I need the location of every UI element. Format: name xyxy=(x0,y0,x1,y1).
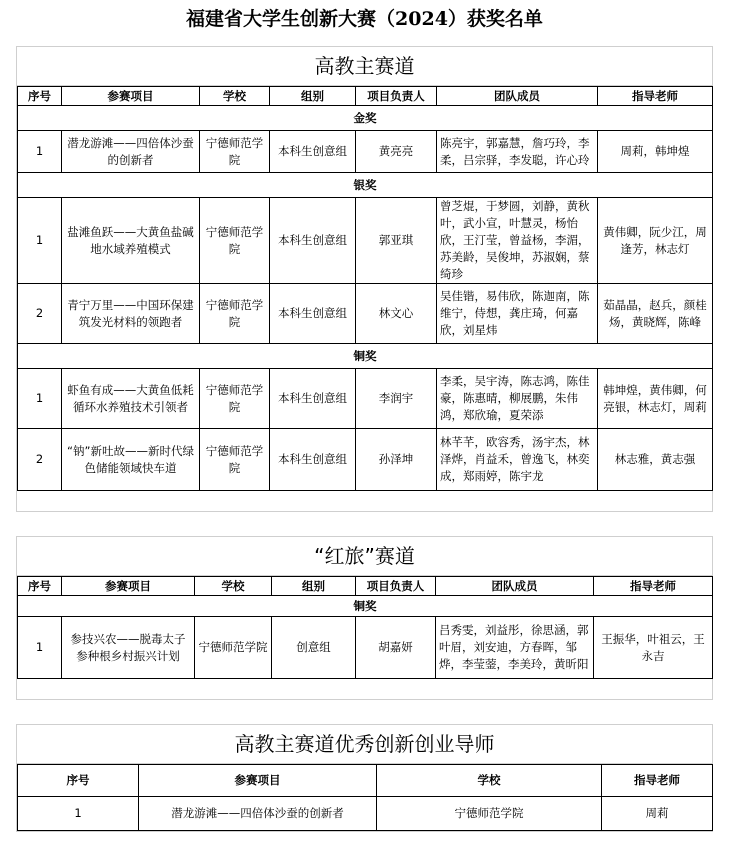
header-school: 学校 xyxy=(195,577,272,596)
header-no: 序号 xyxy=(18,87,62,106)
cell-project: 盐滩鱼跃——大黄鱼盐碱地水域养殖模式 xyxy=(62,198,200,284)
cell-project: 参技兴农——脱毒太子参种根乡村振兴计划 xyxy=(62,617,195,679)
mentor-title: 高教主赛道优秀创新创业导师 xyxy=(17,725,712,764)
award-row-gold xyxy=(18,106,713,131)
cell-school: 宁德师范学院 xyxy=(200,369,270,429)
cell-leader: 胡嘉妍 xyxy=(356,617,436,679)
cell-group: 本科生创意组 xyxy=(270,131,356,173)
table-row xyxy=(18,198,713,284)
cell-advisors: 黄伟卿，阮少江，周逢芳，林志灯 xyxy=(598,198,713,284)
cell-project: 青宁万里——中国环保建筑发光材料的领跑者 xyxy=(62,284,200,344)
cell-project: 虾鱼有成——大黄鱼低耗循环水养殖技术引领者 xyxy=(62,369,200,429)
page-title: 福建省大学生创新大赛（2024）获奖名单 xyxy=(186,8,543,30)
mentor-table xyxy=(17,764,713,831)
table-row xyxy=(18,429,713,491)
cell-group: 本科生创意组 xyxy=(270,369,356,429)
cell-leader: 黄亮亮 xyxy=(356,131,437,173)
header-leader: 项目负责人 xyxy=(356,577,436,596)
table-row xyxy=(18,797,713,831)
award-row-bronze xyxy=(18,596,713,617)
track-red-table xyxy=(17,576,713,679)
track-red-block xyxy=(16,536,713,700)
cell-school: 宁德师范学院 xyxy=(200,198,270,284)
header-no: 序号 xyxy=(18,765,139,797)
cell-no: 2 xyxy=(18,429,62,491)
track-main-title: 高教主赛道 xyxy=(17,47,712,86)
cell-project: 潜龙游滩——四倍体沙蚕的创新者 xyxy=(62,131,200,173)
header-group: 组别 xyxy=(270,87,356,106)
cell-members: 曾芝焜，于梦圆，刘静，黄秋叶，武小宣，叶慧灵，杨怡欣，王汀莹，曾益杨，李湄，苏美龄，吴俊坤，苏淑娴，蔡绮珍 xyxy=(437,198,598,284)
table-header-row xyxy=(18,765,713,797)
header-no: 序号 xyxy=(18,577,62,596)
track-red-title: “红旅”赛道 xyxy=(17,537,712,576)
header-advisor: 指导老师 xyxy=(602,765,713,797)
award-label-silver: 银奖 xyxy=(18,173,713,198)
header-advisors: 指导老师 xyxy=(598,87,713,106)
header-project: 参赛项目 xyxy=(62,577,195,596)
cell-no: 1 xyxy=(18,131,62,173)
cell-no: 1 xyxy=(18,198,62,284)
cell-project: 潜龙游滩——四倍体沙蚕的创新者 xyxy=(139,797,377,831)
award-row-bronze xyxy=(18,344,713,369)
header-leader: 项目负责人 xyxy=(356,87,437,106)
cell-school: 宁德师范学院 xyxy=(200,284,270,344)
cell-no: 1 xyxy=(18,369,62,429)
header-project: 参赛项目 xyxy=(139,765,377,797)
table-header-row xyxy=(18,87,713,106)
cell-advisor: 周莉 xyxy=(602,797,713,831)
cell-school: 宁德师范学院 xyxy=(377,797,602,831)
cell-no: 1 xyxy=(18,797,139,831)
cell-school: 宁德师范学院 xyxy=(200,131,270,173)
header-school: 学校 xyxy=(200,87,270,106)
table-row xyxy=(18,131,713,173)
table-row xyxy=(18,617,713,679)
cell-advisors: 王振华，叶祖云，王永吉 xyxy=(594,617,713,679)
table-row xyxy=(18,369,713,429)
cell-members: 林芊芊，欧容秀，汤宇杰，林泽烨，肖益禾，曾逸飞，林奕成，郑雨婷，陈宇龙 xyxy=(437,429,598,491)
cell-project: “钠”新吐故——新时代绿色储能领域快车道 xyxy=(62,429,200,491)
award-row-silver xyxy=(18,173,713,198)
header-project: 参赛项目 xyxy=(62,87,200,106)
mentor-block xyxy=(16,724,713,832)
cell-leader: 郭亚琪 xyxy=(356,198,437,284)
cell-school: 宁德师范学院 xyxy=(195,617,272,679)
cell-advisors: 茹晶晶，赵兵，颜桂炀，黄晓辉，陈峰 xyxy=(598,284,713,344)
cell-leader: 孙泽坤 xyxy=(356,429,437,491)
cell-members: 李柔，吴宇涛，陈志鸿，陈佳豪，陈惠晴，柳展鹏，朱伟鸿，郑欣瑜，夏荣添 xyxy=(437,369,598,429)
cell-advisors: 韩坤煌，黄伟卿，何亮银，林志灯，周莉 xyxy=(598,369,713,429)
cell-group: 本科生创意组 xyxy=(270,284,356,344)
table-header-row xyxy=(18,577,713,596)
cell-no: 2 xyxy=(18,284,62,344)
cell-no: 1 xyxy=(18,617,62,679)
cell-group: 本科生创意组 xyxy=(270,429,356,491)
header-members: 团队成员 xyxy=(436,577,594,596)
track-main-block xyxy=(16,46,713,512)
cell-group: 本科生创意组 xyxy=(270,198,356,284)
award-label-bronze: 铜奖 xyxy=(18,596,713,617)
cell-advisors: 林志雅，黄志强 xyxy=(598,429,713,491)
cell-members: 陈亮宇，郭嘉慧，詹巧玲，李柔，吕宗驿，李发聪，许心玲 xyxy=(437,131,598,173)
cell-leader: 李润宇 xyxy=(356,369,437,429)
table-row xyxy=(18,284,713,344)
award-label-bronze: 铜奖 xyxy=(18,344,713,369)
header-advisors: 指导老师 xyxy=(594,577,713,596)
cell-members: 吴佳锴，易伟欣，陈迦南，陈维宁，侍想，龚庄琦，何嘉欣，刘星炜 xyxy=(437,284,598,344)
award-label-gold: 金奖 xyxy=(18,106,713,131)
header-school: 学校 xyxy=(377,765,602,797)
cell-school: 宁德师范学院 xyxy=(200,429,270,491)
header-members: 团队成员 xyxy=(437,87,598,106)
header-group: 组别 xyxy=(272,577,356,596)
cell-advisors: 周莉，韩坤煌 xyxy=(598,131,713,173)
cell-group: 创意组 xyxy=(272,617,356,679)
cell-leader: 林文心 xyxy=(356,284,437,344)
cell-members: 吕秀雯，刘益彤，徐思涵，郭叶眉，刘安迪，方春晖，邹烨，李莹蓥，李美玲，黄昕阳 xyxy=(436,617,594,679)
track-main-table xyxy=(17,86,713,491)
